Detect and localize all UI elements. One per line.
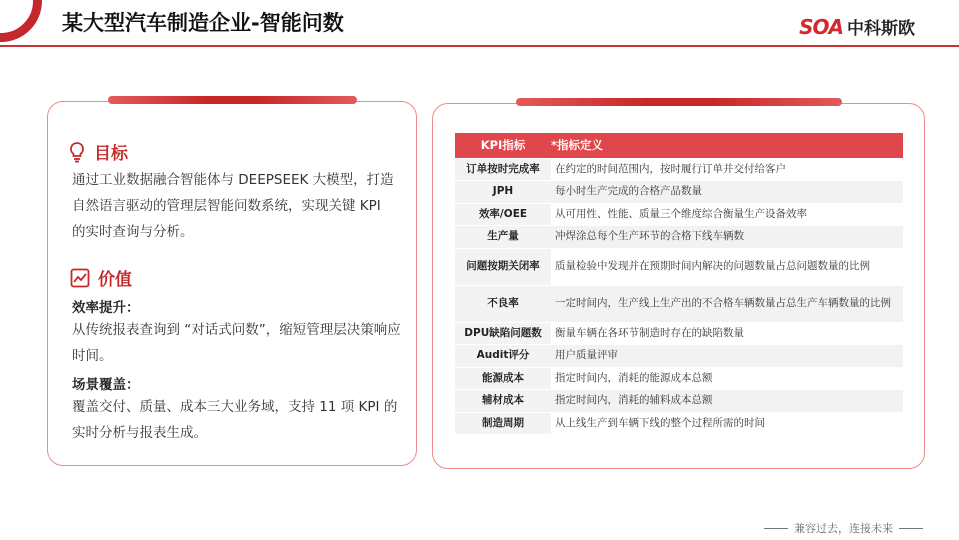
efficiency-text: 从传统报表查询到 “对话式问数”，缩短管理层决策响应时间。	[72, 322, 401, 364]
title-divider	[0, 45, 959, 47]
logo-text: 中科斯欧	[847, 19, 915, 39]
kpi-definition: 指定时间内，消耗的能源成本总额	[551, 367, 903, 390]
kpi-name: Audit评分	[455, 345, 551, 368]
kpi-name: 不良率	[455, 285, 551, 322]
kpi-definition: 用户质量评审	[551, 345, 903, 368]
table-row	[455, 248, 903, 285]
kpi-name: JPH	[455, 181, 551, 204]
table-row	[455, 181, 903, 204]
kpi-name: 生产量	[455, 226, 551, 249]
value-heading	[70, 265, 132, 290]
kpi-name: 问题按期关闭率	[455, 248, 551, 285]
table-row	[455, 412, 903, 435]
def-col-header: *指标定义	[551, 133, 903, 158]
kpi-definition: 质量检验中发现并在预期时间内解决的问题数量占总问题数量的比例	[551, 248, 903, 285]
value-heading-text: 价值	[98, 270, 132, 290]
kpi-definition: 从上线生产到车辆下线的整个过程所需的时间	[551, 412, 903, 435]
page-title: 某大型汽车制造企业-智能问数	[62, 11, 344, 35]
goal-text: 通过工业数据融合智能体与 DEEPSEEK 大模型，打造自然语言驱动的管理层智能问数系统，实现关键 KPI 的实时查询与分析。	[72, 172, 394, 240]
kpi-name: 制造周期	[455, 412, 551, 435]
kpi-definition: 每小时生产完成的合格产品数量	[551, 181, 903, 204]
kpi-definition: 在约定的时间范围内，按时履行订单并交付给客户	[551, 158, 903, 181]
kpi-name: 效率/OEE	[455, 203, 551, 226]
table-row	[455, 158, 903, 181]
table-row	[455, 203, 903, 226]
kpi-definition: 一定时间内，生产线上生产出的不合格车辆数量占总生产车辆数量的比例	[551, 285, 903, 322]
kpi-table	[455, 133, 903, 435]
goal-heading	[68, 139, 128, 164]
kpi-definition: 冲焊涂总每个生产环节的合格下线车辆数	[551, 226, 903, 249]
kpi-definition: 从可用性、性能、质量三个维度综合衡量生产设备效率	[551, 203, 903, 226]
footer-slogan: 兼容过去，连接未来	[794, 522, 893, 535]
left-card-tab	[108, 96, 357, 104]
scenario-text: 覆盖交付、质量、成本三大业务域，支持 11 项 KPI 的实时分析与报表生成。	[72, 399, 398, 441]
footer-line-right	[899, 528, 923, 529]
kpi-name: 辅材成本	[455, 390, 551, 413]
efficiency-title: 效率提升：	[72, 300, 140, 316]
kpi-definition: 衡量车辆在各环节制造时存在的缺陷数量	[551, 322, 903, 345]
table-row	[455, 322, 903, 345]
table-row	[455, 345, 903, 368]
chart-icon	[70, 268, 90, 288]
goal-heading-text: 目标	[94, 144, 128, 164]
kpi-name: 能源成本	[455, 367, 551, 390]
table-row	[455, 390, 903, 413]
table-row	[455, 367, 903, 390]
footer	[764, 520, 923, 536]
table-row	[455, 285, 903, 322]
lightbulb-icon	[68, 141, 86, 163]
company-logo	[799, 14, 915, 39]
right-card-tab	[516, 98, 842, 106]
kpi-definition: 指定时间内，消耗的辅料成本总额	[551, 390, 903, 413]
kpi-name: DPU缺陷问题数	[455, 322, 551, 345]
logo-mark: SOA	[799, 14, 843, 39]
kpi-name: 订单按时完成率	[455, 158, 551, 181]
kpi-table-header	[455, 133, 903, 158]
corner-decoration	[0, 0, 42, 42]
scenario-title: 场景覆盖：	[72, 377, 140, 393]
table-row	[455, 226, 903, 249]
kpi-col-header: KPI指标	[455, 133, 551, 158]
footer-line-left	[764, 528, 788, 529]
